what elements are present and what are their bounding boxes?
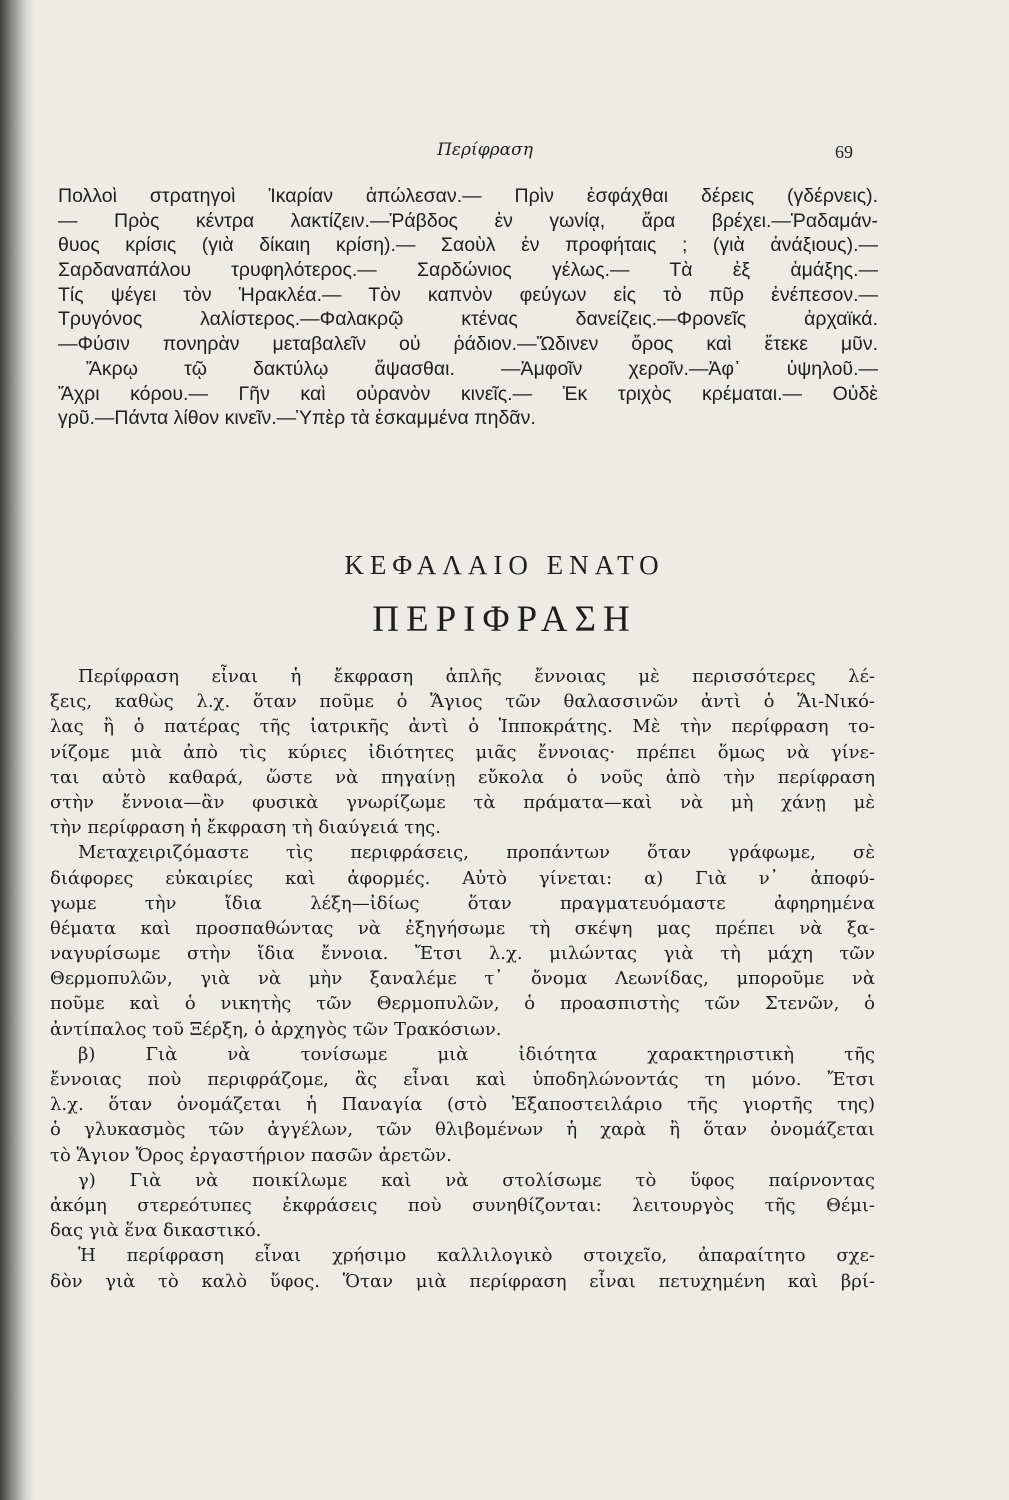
- body-line: β) Γιὰ νὰ τονίσωμε μιὰ ἰδιότητα χαρακτηριστικὴ τῆς: [78, 1043, 875, 1065]
- body-line: ἀντίπαλος τοῦ Ξέρξη, ὁ ἀρχηγὸς τῶν Τρακόσιων.: [50, 1018, 502, 1040]
- proverb-line: Πολλοὶ στρατηγοὶ Ἰκαρίαν ἀπώλεσαν.— Πρὶν ἐσφάχθαι δέρεις (γδέρνεις).: [58, 185, 878, 207]
- body-line: νίζομε μιὰ ἀπὸ τὶς κύριες ἰδιότητες μιᾶς ἔννοιας· πρέπει ὅμως νὰ γίνε-: [50, 741, 875, 763]
- body-line: Ἡ περίφραση εἶναι χρήσιμο καλλιλογικὸ στοιχεῖο, ἀπαραίτητο σχε-: [78, 1245, 875, 1267]
- body-line: ποῦμε καὶ ὁ νικητὴς τῶν Θερμοπυλῶν, ὁ προασπιστὴς τῶν Στενῶν, ὁ: [50, 993, 875, 1015]
- chapter-label: ΚΕΦΑΛΑΙΟ ΕΝΑΤΟ: [344, 550, 665, 580]
- body-line: ὁ γλυκασμὸς τῶν ἀγγέλων, τῶν θλιβομένων ἡ χαρὰ ἢ ὅταν ὀνομάζεται: [50, 1119, 875, 1141]
- page-gutter-shadow: [0, 0, 34, 1500]
- proverb-line: Ἄκρῳ τῷ δακτύλῳ ἅψασθαι. —Ἀμφοῖν χεροῖν.—Ἀφ᾽ ὑψηλοῦ.—: [86, 357, 878, 380]
- body-line: λ.χ. ὅταν ὀνομάζεται ἡ Παναγία (στὸ Ἐξαποστειλάριο τῆς γιορτῆς της): [50, 1094, 875, 1116]
- body-line: ξεις, καθὼς λ.χ. ὅταν ποῦμε ὁ Ἅγιος τῶν θαλασσινῶν ἀντὶ ὁ Ἅι-Νικό-: [50, 691, 875, 713]
- running-title: Περίφραση: [437, 140, 533, 160]
- body-line: Θερμοπυλῶν, γιὰ νὰ μὴν ξαναλέμε τ᾽ ὄνομα Λεωνίδας, μποροῦμε νὰ: [50, 968, 875, 990]
- page-header: [0, 140, 1009, 170]
- proverb-line: —Φύσιν πονηρὰν μεταβαλεῖν οὐ ῥάδιον.—Ὤδινεν ὄρος καὶ ἔτεκε μῦν.: [58, 333, 878, 356]
- proverb-line: Τρυγόνος λαλίστερος.—Φαλακρῷ κτένας δανείζεις.—Φρονεῖς ἀρχαϊκά.: [58, 308, 878, 331]
- proverb-line: Ἄχρι κόρου.— Γῆν καὶ οὐρανὸν κινεῖς.— Ἐκ τριχὸς κρέμαται.— Οὐδὲ: [58, 382, 878, 405]
- body-line: στὴν ἔννοια—ἂν φυσικὰ γνωρίζωμε τὰ πράματα—καὶ νὰ μὴ χάνῃ μὲ: [50, 791, 875, 813]
- chapter-title: ΠΕΡΙΦΡΑΣΗ: [372, 599, 637, 640]
- body-line: ναγυρίσωμε στὴν ἴδια ἔννοια. Ἔτσι λ.χ. μιλώντας γιὰ τὴ μάχη τῶν: [50, 943, 875, 965]
- body-line: θέματα καὶ προσπαθώντας νὰ ἐξηγήσωμε τὴ σκέψη μας πρέπει νὰ ξα-: [50, 917, 875, 939]
- proverb-line: Σαρδαναπάλου τρυφηλότερος.— Σαρδώνιος γέλως.— Τὰ ἐξ ἁμάξης.—: [58, 259, 878, 282]
- body-line: ἔννοιας ποὺ περιφράζομε, ἂς εἶναι καὶ ὑποδηλώνοντάς τη μόνο. Ἔτσι: [50, 1069, 875, 1090]
- page-number: 69: [835, 142, 853, 162]
- body-line: Περίφραση εἶναι ἡ ἔκφραση ἁπλῆς ἔννοιας μὲ περισσότερες λέ-: [78, 666, 875, 687]
- proverb-line: γρῦ.—Πάντα λίθον κινεῖν.—Ὑπὲρ τὰ ἐσκαμμένα πηδᾶν.: [58, 407, 536, 430]
- body-line: ται αὐτὸ καθαρά, ὥστε νὰ πηγαίνῃ εὔκολα ὁ νοῦς ἀπὸ τὴν περίφραση: [50, 766, 875, 788]
- body-line: τὴν περίφραση ἡ ἔκφραση τὴ διαύγειά της.: [50, 817, 441, 839]
- chapter-body: [50, 664, 875, 1294]
- body-line: ἀκόμη στερεότυπες ἐκφράσεις ποὺ συνηθίζονται: λειτουργὸς τῆς Θέμι-: [50, 1194, 875, 1216]
- body-line: τὸ Ἅγιον Ὄρος ἐργαστήριον πασῶν ἀρετῶν.: [50, 1144, 452, 1166]
- proverb-list: [58, 184, 878, 431]
- body-line: δὸν γιὰ τὸ καλὸ ὕφος. Ὅταν μιὰ περίφραση εἶναι πετυχημένη καὶ βρί-: [50, 1270, 875, 1292]
- body-line: λας ἢ ὁ πατέρας τῆς ἰατρικῆς ἀντὶ ὁ Ἱπποκράτης. Μὲ τὴν περίφραση το-: [50, 716, 875, 738]
- proverb-line: — Πρὸς κέντρα λακτίζειν.—Ῥάβδος ἐν γωνίᾳ, ἄρα βρέχει.—Ῥαδαμάν-: [58, 209, 878, 232]
- proverb-line: θυος κρίσις (γιὰ δίκαιη κρίση).— Σαοὺλ ἐν προφήταις ; (γιὰ ἀνάξιους).—: [58, 234, 878, 257]
- body-line: γ) Γιὰ νὰ ποικίλωμε καὶ νὰ στολίσωμε τὸ ὕφος παίρνοντας: [78, 1169, 875, 1191]
- body-line: διάφορες εὐκαιρίες καὶ ἀφορμές. Αὐτὸ γίνεται: α) Γιὰ ν᾽ ἀποφύ-: [50, 867, 875, 889]
- body-line: δας γιὰ ἕνα δικαστικό.: [50, 1220, 262, 1242]
- body-line: γωμε τὴν ἴδια λέξη—ἰδίως ὅταν πραγματευόμαστε ἀφηρημένα: [50, 892, 875, 914]
- proverb-line: Τίς ψέγει τὸν Ἡρακλέα.— Τὸν καπνὸν φεύγων εἰς τὸ πῦρ ἐνέπεσον.—: [58, 283, 878, 306]
- body-line: Μεταχειριζόμαστε τὶς περιφράσεις, προπάντων ὅταν γράφωμε, σὲ: [78, 842, 875, 864]
